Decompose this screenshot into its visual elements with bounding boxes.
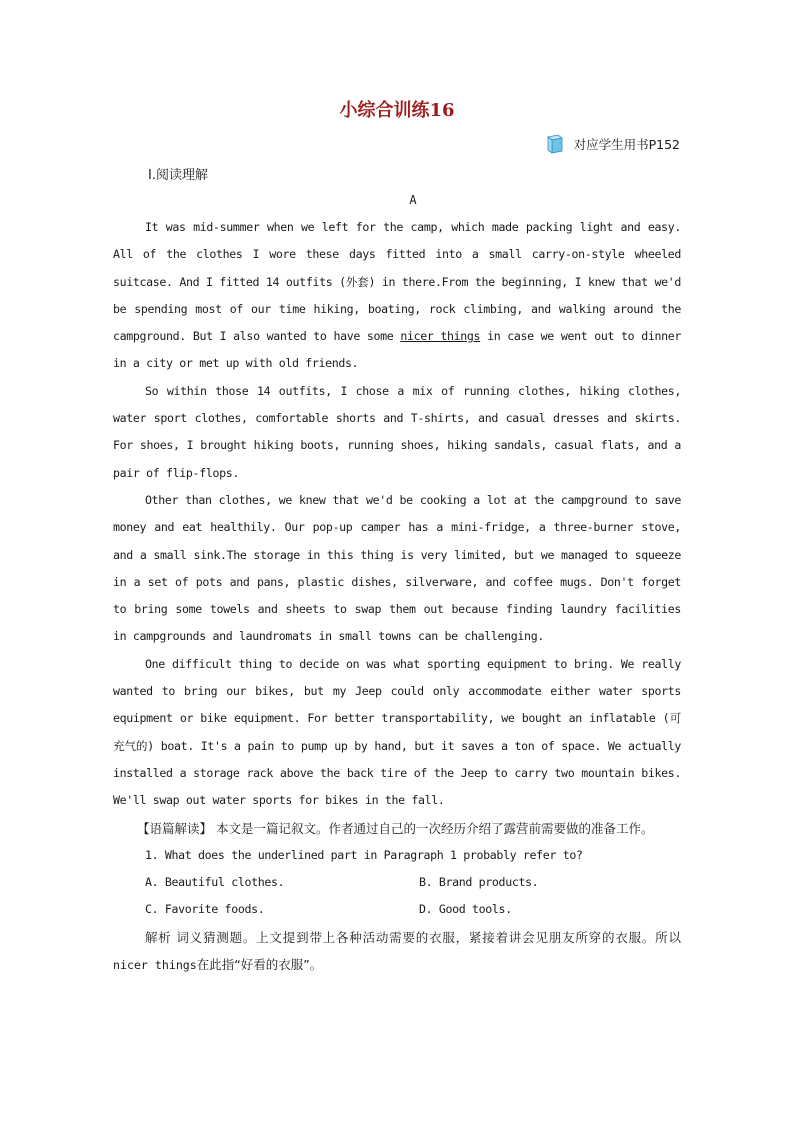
underlined-phrase: nicer things bbox=[400, 329, 481, 344]
option-b: B. Brand products. bbox=[419, 875, 539, 890]
paragraph-1-text-a: It was mid-summer when we left for the camp, which made packing light and easy. All of the clothes I wore these days fitted into a small carry-on-style wheeled suitcase. And I fitted 14 outfits (外套) in there.From the beginning, I knew that we'd be spending most of our time hiking, boating, rock climbing, and walking around the campground. But I also wanted to have some bbox=[113, 220, 681, 344]
paragraph-2: So within those 14 outfits, I chose a mix of running clothes, hiking clothes, water sport clothes, comfortable shorts and T-shirts, and casual dresses and skirts. For shoes, I brought hiking boots, running shoes, hiking sandals, casual flats, and a pair of flip-flops. bbox=[113, 383, 681, 480]
option-a: A. Beautiful clothes. bbox=[145, 875, 285, 890]
passage-body bbox=[113, 214, 681, 979]
analysis-text-b: 在此指“好看的衣服”。 bbox=[196, 957, 323, 973]
passage-label: A bbox=[409, 193, 417, 207]
book-icon bbox=[546, 134, 564, 154]
page-title: 小综合训练16 bbox=[339, 100, 455, 121]
option-d: D. Good tools. bbox=[419, 902, 512, 917]
book-reference bbox=[546, 134, 680, 154]
question-stem: 1. What does the underlined part in Paragraph 1 probably refer to? bbox=[145, 847, 583, 862]
answer-analysis bbox=[113, 924, 681, 980]
analysis-term: nicer things bbox=[113, 958, 197, 973]
options-row-1 bbox=[113, 869, 681, 896]
section-heading: Ⅰ.阅读理解 bbox=[148, 168, 208, 183]
analysis-text-a: 词义猜测题。上文提到带上各种活动需要的衣服，紧接着讲会见朋友所穿的衣服。所以 bbox=[171, 929, 681, 945]
reference-text: 对应学生用书P152 bbox=[573, 137, 680, 152]
options-row-2 bbox=[113, 896, 681, 923]
analysis-lead: 解析 bbox=[145, 929, 172, 945]
option-c: C. Favorite foods. bbox=[145, 902, 265, 917]
paragraph-1 bbox=[113, 214, 681, 378]
paragraph-4: One difficult thing to decide on was what sporting equipment to bring. We really wanted to bring our bikes, but my Jeep could only accommodate either water sports equipment or bike equipment. For better transportability, we bought an inflatable (可充气的) boat. It's a pain to pump up by hand, but it saves a ton of space. We actually installed a storage rack above the back tire of the Jeep to carry two mountain bikes. We'll swap out water sports for bikes in the fall. bbox=[113, 656, 681, 808]
reading-note: 【语篇解读】 本文是一篇记叙文。作者通过自己的一次经历介绍了露营前需要做的准备工作。 bbox=[137, 820, 654, 836]
paragraph-3: Other than clothes, we knew that we'd be cooking a lot at the campground to save money and eat healthily. Our pop-up camper has a mini-fridge, a three-burner stove, and a small sink.The storage in this thing is very limited, but we managed to squeeze in a set of pots and pans, plastic dishes, silverware, and coffee mugs. Don't forget to bring some towels and sheets to swap them out because finding laundry facilities in campgrounds and laundromats in small towns can be challenging. bbox=[113, 492, 681, 644]
paragraph-1-text-b: in case we went out to dinner in a city or met up with old friends. bbox=[113, 329, 681, 371]
